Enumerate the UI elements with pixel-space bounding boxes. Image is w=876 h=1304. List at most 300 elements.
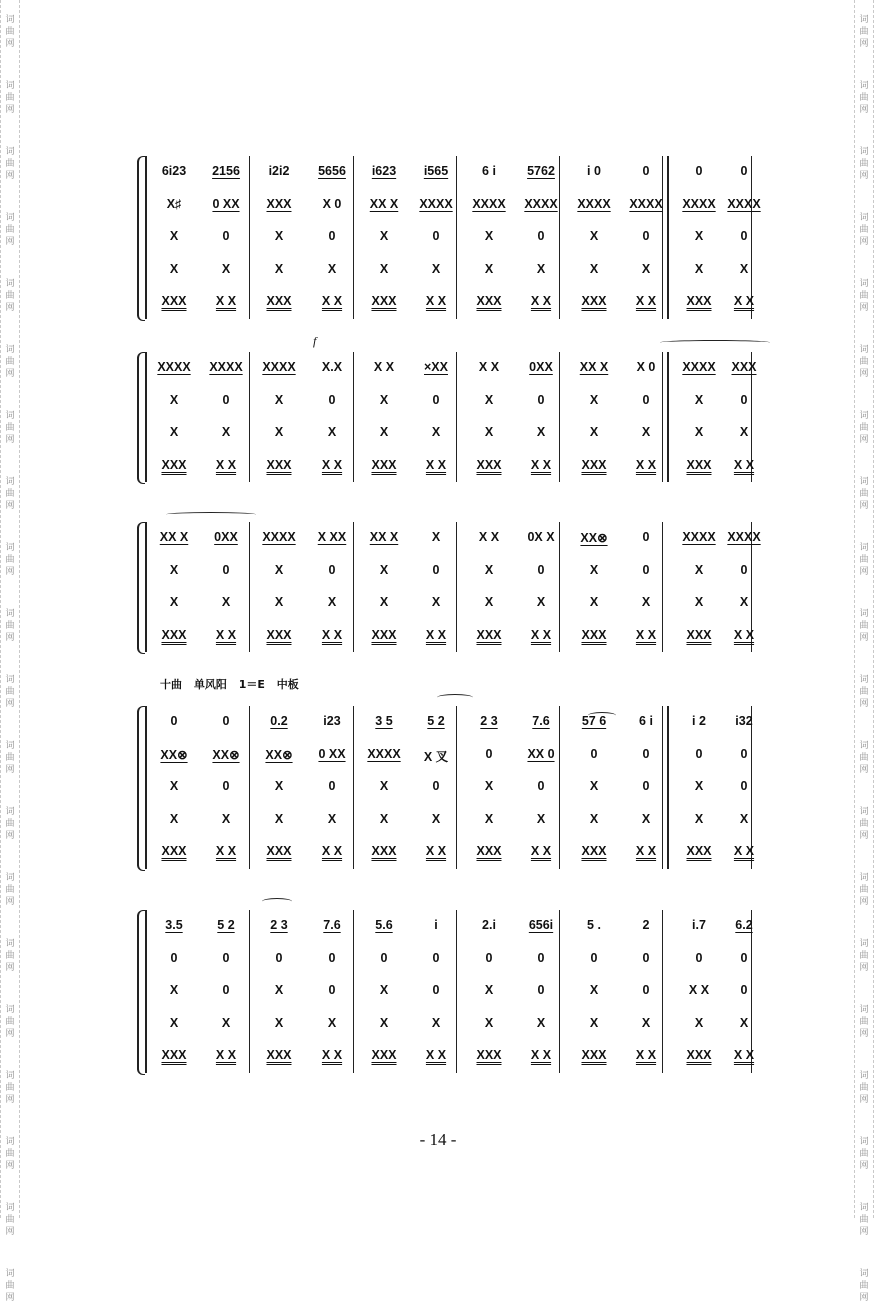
watermark-char: 词 — [859, 609, 869, 619]
score-cell: 0 — [537, 950, 545, 965]
score-cell: X — [327, 595, 337, 609]
section-number: 十曲 — [160, 678, 182, 691]
watermark-char: 词 — [859, 807, 869, 817]
watermark-char: 网 — [5, 1029, 15, 1039]
score-cell: ×XX — [424, 360, 448, 374]
score-cell: 0.2 — [270, 714, 288, 728]
watermark-char: 曲 — [5, 291, 15, 301]
score-cell: XXXX — [262, 530, 296, 544]
watermark-char: 词 — [859, 1269, 869, 1279]
score-cell: X X — [635, 627, 657, 642]
watermark-char: 词 — [859, 345, 869, 355]
score-cell: XX 0 — [527, 746, 555, 761]
watermark-char: 网 — [5, 765, 15, 775]
score-cell: 0 — [740, 164, 748, 178]
watermark-char: 曲 — [5, 1083, 15, 1093]
watermark-char: 网 — [5, 369, 15, 379]
watermark-char: 曲 — [859, 159, 869, 169]
watermark-char: 网 — [859, 237, 869, 247]
score-cell: X — [694, 425, 704, 439]
score-cell: XXXX — [157, 360, 191, 374]
score-cell: XX⊗ — [160, 747, 188, 762]
watermark-char: 词 — [859, 741, 869, 751]
score-cell: 0 — [537, 392, 545, 407]
system-brace — [137, 910, 145, 1075]
score-cell: 0 — [170, 950, 178, 965]
score-cell: i — [434, 918, 438, 932]
watermark-char: 词 — [5, 543, 15, 553]
watermark-group — [859, 938, 868, 974]
score-cell: XXX — [371, 627, 397, 642]
tempo-marking: 中板 — [276, 678, 299, 691]
score-cell: X X — [530, 627, 552, 642]
watermark-char: 网 — [859, 1293, 869, 1303]
score-cell: X — [589, 425, 599, 439]
watermark-right — [854, 0, 874, 1303]
score-cell: 2 3 — [480, 714, 498, 728]
score-cell: X X — [733, 1048, 755, 1062]
score-cell: XXX — [731, 360, 757, 374]
score-cell: 7.6 — [532, 714, 550, 728]
watermark-char: 曲 — [859, 357, 869, 367]
score-cell: X — [484, 425, 494, 439]
score-cell: 0 — [642, 950, 650, 965]
score-cell: XXXX — [727, 530, 761, 544]
watermark-group — [859, 80, 868, 116]
watermark-char: 曲 — [5, 93, 15, 103]
watermark-group — [859, 410, 868, 446]
score-cell: X — [169, 392, 179, 407]
staff-row — [145, 587, 753, 619]
score-cell: XX X — [579, 360, 609, 374]
score-cell: X — [379, 261, 389, 276]
score-cell: 0XX — [214, 530, 238, 544]
watermark-char: 网 — [859, 105, 869, 115]
score-cell: X — [536, 425, 546, 439]
score-cell: XXX — [686, 627, 712, 642]
section-caption — [160, 676, 307, 692]
watermark-group — [5, 410, 14, 446]
score-cell: X — [274, 425, 284, 439]
score-cell: X X — [321, 1048, 343, 1062]
score-cell: 0 — [222, 950, 230, 965]
watermark-char: 网 — [5, 963, 15, 973]
watermark-char: 词 — [5, 675, 15, 685]
score-cell: X — [694, 261, 704, 276]
score-cell: X — [431, 811, 441, 826]
score-cell: X — [641, 1015, 651, 1030]
score-cell: X — [484, 229, 494, 243]
score-cell: X X — [635, 457, 657, 472]
score-cell: X — [589, 261, 599, 276]
score-cell: X X — [215, 457, 237, 472]
score-cell: X — [431, 1015, 441, 1030]
score-cell: 5.6 — [375, 918, 393, 932]
watermark-group — [5, 1070, 14, 1106]
score-cell: X X — [733, 457, 755, 472]
watermark-char: 词 — [5, 873, 15, 883]
score-cell: X — [694, 595, 704, 609]
score-cell: X — [589, 779, 599, 793]
score-cell: X — [274, 779, 284, 793]
score-cell: X — [169, 562, 179, 577]
score-cell: 0 — [485, 950, 493, 965]
score-cell: 0 — [222, 229, 230, 243]
score-cell: 0 — [222, 392, 230, 407]
score-cell: X — [484, 983, 494, 997]
watermark-char: 词 — [859, 477, 869, 487]
staff-row — [145, 943, 753, 975]
score-cell: X X — [373, 360, 395, 374]
watermark-group — [5, 14, 14, 50]
score-cell: X — [431, 261, 441, 276]
score-cell: X — [641, 595, 651, 609]
watermark-char: 曲 — [859, 291, 869, 301]
score-cell: XXX — [581, 627, 607, 642]
score-cell: 2 3 — [270, 918, 288, 932]
watermark-char: 曲 — [5, 1149, 15, 1159]
score-cell: 0 — [328, 562, 336, 577]
score-cell: X — [641, 811, 651, 826]
score-cell: X — [221, 261, 231, 276]
score-cell: 0 — [537, 983, 545, 997]
score-cell: X — [484, 779, 494, 793]
score-cell: X — [169, 229, 179, 243]
score-cell: X X — [215, 627, 237, 642]
watermark-char: 网 — [859, 303, 869, 313]
score-cell: 3.5 — [165, 918, 183, 932]
staff-row — [145, 385, 753, 417]
score-cell: X — [327, 261, 337, 276]
score-cell: X X — [425, 844, 447, 858]
score-cell: XXX — [686, 844, 712, 858]
score-cell: 6 i — [639, 714, 653, 728]
staff-row — [145, 450, 753, 482]
staff-row — [145, 417, 753, 449]
watermark-char: 网 — [859, 633, 869, 643]
score-cell: 0 XX — [212, 196, 240, 211]
score-cell: X — [431, 530, 441, 544]
slur — [437, 694, 473, 701]
score-cell: X — [536, 811, 546, 826]
tune-name: 单风阳 — [193, 678, 227, 691]
score-cell: i 0 — [587, 164, 601, 178]
watermark-group — [5, 542, 14, 578]
score-cell: XX⊗ — [580, 531, 608, 545]
watermark-char: 曲 — [859, 27, 869, 37]
watermark-group — [859, 14, 868, 50]
score-cell: X — [641, 425, 651, 439]
score-cell: 0 — [740, 229, 748, 243]
watermark-group — [859, 476, 868, 512]
score-cell: 0 — [432, 779, 440, 793]
score-cell: XXXX — [577, 196, 611, 211]
score-cell: X — [169, 779, 179, 793]
staff-row — [145, 254, 753, 286]
score-cell: X — [379, 983, 389, 997]
score-cell: 0 — [328, 779, 336, 793]
score-cell: 0 — [642, 530, 650, 544]
watermark-group — [859, 344, 868, 380]
score-cell: 0 — [432, 983, 440, 997]
watermark-char: 曲 — [859, 885, 869, 895]
score-cell: X — [379, 1015, 389, 1030]
score-cell: XX⊗ — [212, 747, 240, 762]
score-cell: 0 — [485, 746, 493, 761]
system-brace — [137, 156, 145, 321]
score-cell: 0 — [537, 779, 545, 793]
watermark-char: 网 — [859, 1095, 869, 1105]
score-cell: XXX — [161, 457, 187, 472]
staff-row — [145, 836, 753, 868]
score-cell: X — [169, 261, 179, 276]
score-cell: X — [221, 1015, 231, 1030]
watermark-char: 曲 — [5, 885, 15, 895]
watermark-char: 曲 — [859, 93, 869, 103]
watermark-group — [859, 1070, 868, 1106]
watermark-char: 曲 — [5, 687, 15, 697]
score-cell: X X — [215, 1048, 237, 1062]
staff-row — [145, 189, 761, 221]
score-cell: 0 — [328, 392, 336, 407]
watermark-char: 网 — [5, 633, 15, 643]
score-cell: 0 — [170, 714, 178, 728]
score-cell: i2i2 — [268, 164, 290, 178]
watermark-char: 网 — [859, 897, 869, 907]
watermark-char: 词 — [859, 15, 869, 25]
watermark-char: 词 — [5, 609, 15, 619]
staff-row — [145, 352, 757, 384]
watermark-char: 曲 — [859, 1281, 869, 1291]
watermark-group — [859, 212, 868, 248]
score-cell: XXX — [581, 457, 607, 472]
watermark-char: 词 — [859, 675, 869, 685]
watermark-char: 词 — [5, 1071, 15, 1081]
score-cell: X X — [425, 1048, 447, 1062]
watermark-char: 词 — [5, 279, 15, 289]
score-cell: 0 — [275, 950, 283, 965]
watermark-group — [5, 80, 14, 116]
score-cell: X — [589, 811, 599, 826]
score-cell: X — [221, 425, 231, 439]
watermark-char: 曲 — [859, 1083, 869, 1093]
watermark-char: 曲 — [5, 357, 15, 367]
score-cell: XX X — [369, 530, 399, 544]
score-cell: X — [431, 425, 441, 439]
watermark-char: 曲 — [859, 423, 869, 433]
score-cell: 0 — [642, 746, 650, 761]
score-cell: i32 — [735, 714, 753, 728]
score-cell: X — [169, 811, 179, 826]
watermark-group — [859, 872, 868, 908]
score-cell: XXX — [371, 844, 397, 858]
score-cell: XXXX — [472, 196, 506, 211]
score-cell: X X — [635, 844, 657, 858]
watermark-group — [859, 1268, 868, 1304]
score-cell: 0 — [642, 229, 650, 243]
watermark-char: 词 — [5, 1269, 15, 1279]
score-cell: X — [379, 779, 389, 793]
watermark-char: 曲 — [859, 819, 869, 829]
watermark-char: 曲 — [5, 159, 15, 169]
score-cell: 0 — [642, 392, 650, 407]
score-cell: X — [169, 425, 179, 439]
score-cell: X 叉 — [423, 749, 449, 764]
score-system — [145, 706, 753, 869]
score-cell: 5 2 — [427, 714, 445, 728]
score-cell: 6i23 — [161, 164, 187, 178]
score-cell: 0 — [328, 229, 336, 243]
score-cell: 0 — [432, 562, 440, 577]
score-cell: X X — [215, 844, 237, 858]
score-cell: X — [536, 261, 546, 276]
watermark-char: 词 — [859, 147, 869, 157]
score-cell: 0 — [642, 779, 650, 793]
system-brace — [137, 706, 145, 871]
watermark-char: 词 — [5, 741, 15, 751]
watermark-group — [5, 740, 14, 776]
watermark-group — [5, 674, 14, 710]
score-cell: XXXX — [367, 746, 401, 761]
watermark-char: 网 — [859, 435, 869, 445]
score-cell: XXX — [266, 1048, 292, 1062]
watermark-group — [5, 608, 14, 644]
score-cell: 0 — [740, 950, 748, 965]
score-cell: XXX — [581, 1048, 607, 1062]
watermark-char: 词 — [5, 213, 15, 223]
score-cell: 0 — [328, 983, 336, 997]
watermark-char: 词 — [859, 543, 869, 553]
score-cell: X X — [215, 294, 237, 308]
score-cell: X — [484, 595, 494, 609]
watermark-char: 网 — [5, 435, 15, 445]
score-cell: X — [431, 595, 441, 609]
watermark-char: 曲 — [5, 753, 15, 763]
watermark-char: 网 — [5, 39, 15, 49]
volta-bracket — [166, 512, 256, 517]
score-cell: X — [327, 811, 337, 826]
watermark-char: 网 — [5, 897, 15, 907]
score-cell: X — [274, 1015, 284, 1030]
watermark-char: 曲 — [5, 423, 15, 433]
score-cell: XXX — [476, 294, 502, 308]
watermark-char: 网 — [859, 1227, 869, 1237]
score-cell: 0 — [222, 983, 230, 997]
score-cell: X X — [635, 1048, 657, 1062]
score-cell: 6.2 — [735, 918, 753, 932]
score-cell: 0 — [432, 392, 440, 407]
score-cell: XXX — [476, 457, 502, 472]
watermark-char: 曲 — [5, 819, 15, 829]
watermark-char: 网 — [859, 831, 869, 841]
score-cell: X — [274, 562, 284, 577]
watermark-char: 词 — [859, 411, 869, 421]
score-cell: i23 — [323, 714, 341, 728]
watermark-group — [5, 872, 14, 908]
score-cell: XXX — [581, 294, 607, 308]
watermark-char: 词 — [859, 1203, 869, 1213]
score-cell: XXXX — [682, 196, 716, 211]
score-cell: 0 — [740, 779, 748, 793]
watermark-char: 曲 — [859, 687, 869, 697]
score-cell: X — [694, 392, 704, 407]
score-cell: XXX — [476, 627, 502, 642]
score-cell: X — [589, 229, 599, 243]
watermark-char: 网 — [859, 963, 869, 973]
watermark-char: 曲 — [859, 753, 869, 763]
score-cell: X X — [321, 844, 343, 858]
score-cell: 0 — [642, 983, 650, 997]
score-cell: 0X X — [527, 530, 555, 544]
score-cell: X — [694, 562, 704, 577]
score-cell: X — [589, 983, 599, 997]
watermark-char: 曲 — [5, 225, 15, 235]
score-cell: 0 XX — [318, 746, 346, 761]
watermark-char: 词 — [5, 477, 15, 487]
system-brace — [137, 352, 145, 484]
score-cell: X — [739, 261, 749, 276]
score-cell: X — [589, 562, 599, 577]
score-cell: X — [169, 1015, 179, 1030]
score-cell: XX X — [159, 530, 189, 544]
score-cell: XXXX — [419, 196, 453, 211]
watermark-char: 词 — [5, 1005, 15, 1015]
watermark-char: 曲 — [5, 27, 15, 37]
score-cell: X — [274, 595, 284, 609]
watermark-char: 曲 — [859, 1017, 869, 1027]
score-cell: 0 — [590, 746, 598, 761]
score-cell: 0 — [740, 746, 748, 761]
score-cell: X — [274, 392, 284, 407]
staff-row — [145, 771, 753, 803]
score-cell: XXX — [266, 196, 292, 211]
score-cell: 5656 — [318, 164, 346, 178]
watermark-char: 词 — [859, 1137, 869, 1147]
staff-row — [145, 221, 753, 253]
score-cell: X — [274, 229, 284, 243]
score-cell: XXX — [686, 294, 712, 308]
score-cell: X — [327, 425, 337, 439]
score-cell: X — [274, 261, 284, 276]
score-cell: 0 — [222, 779, 230, 793]
score-cell: i 2 — [692, 714, 706, 728]
score-cell: XXX — [266, 457, 292, 472]
staff-row — [145, 555, 753, 587]
score-cell: XXXX — [682, 530, 716, 544]
score-cell: XXX — [266, 294, 292, 308]
score-cell: X X — [530, 844, 552, 858]
score-cell: X 0 — [636, 360, 656, 374]
score-cell: 0 — [740, 562, 748, 577]
score-cell: XXXX — [727, 196, 761, 211]
watermark-group — [859, 608, 868, 644]
watermark-char: 网 — [859, 1029, 869, 1039]
watermark-char: 词 — [5, 411, 15, 421]
score-cell: X — [589, 595, 599, 609]
score-cell: XXX — [371, 1048, 397, 1062]
score-cell: 7.6 — [323, 918, 341, 932]
staff-row — [145, 522, 761, 554]
staff-row — [145, 706, 753, 738]
score-cell: 0 — [537, 562, 545, 577]
watermark-char: 曲 — [5, 951, 15, 961]
watermark-char: 曲 — [859, 951, 869, 961]
watermark-char: 词 — [859, 279, 869, 289]
watermark-char: 网 — [5, 567, 15, 577]
watermark-group — [859, 1202, 868, 1238]
score-cell: 0 — [328, 950, 336, 965]
watermark-char: 曲 — [859, 225, 869, 235]
